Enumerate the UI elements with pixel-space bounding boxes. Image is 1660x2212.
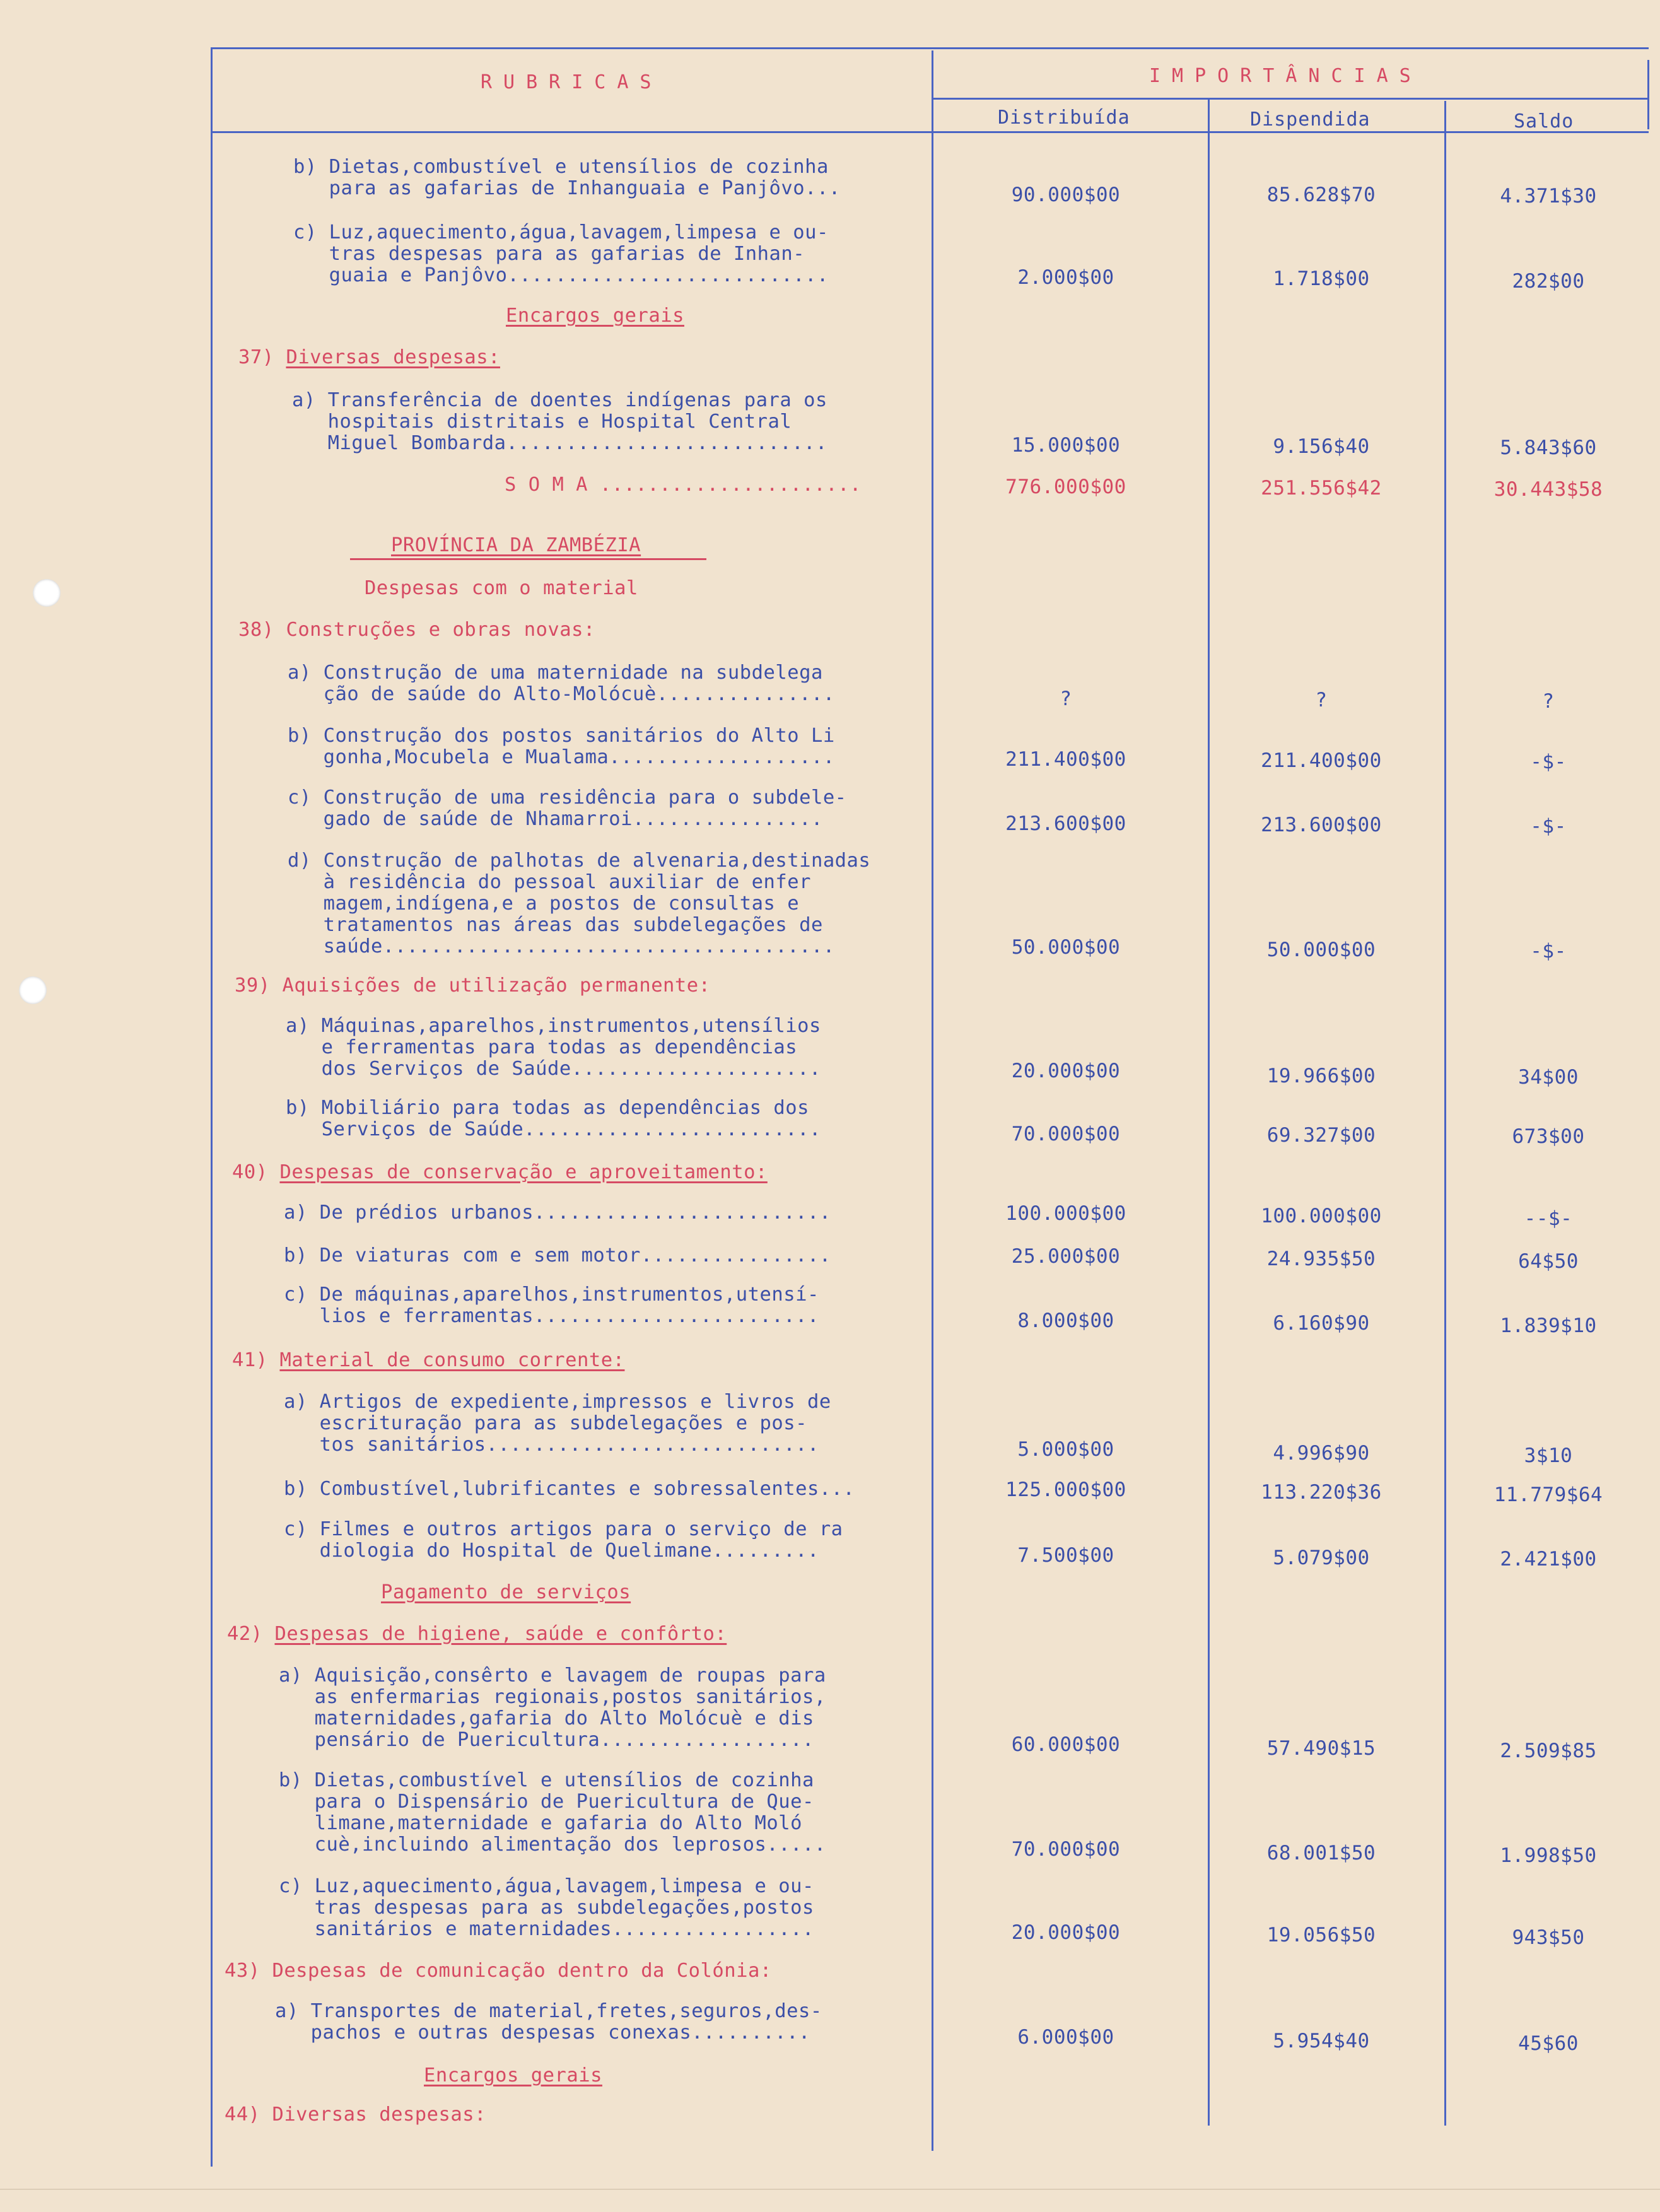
section-title: 43) Despesas de comunicação dentro da Colónia: <box>225 1960 772 1982</box>
value-distribuida: 213.600$00 <box>1005 812 1126 835</box>
value-saldo: 3$10 <box>1524 1444 1573 1467</box>
row-description: c) De máquinas,aparelhos,instrumentos,utensí- lios e ferramentas........................ <box>284 1284 819 1327</box>
value-saldo: 673$00 <box>1512 1125 1585 1148</box>
row-description: b) Mobiliário para todas as dependências dos Serviços de Saúde......................... <box>286 1097 821 1140</box>
value-saldo: 943$50 <box>1512 1926 1585 1949</box>
row-description: a) Aquisição,consêrto e lavagem de roupas para as enfermarias regionais,postos sanitários, maternidades,gafaria do Alto Molócuè e dis pensário de Puericultura.................. <box>279 1665 826 1751</box>
value-saldo: -$- <box>1530 815 1567 838</box>
value-distribuida: 125.000$00 <box>1005 1478 1126 1501</box>
value-distribuida: 60.000$00 <box>1011 1733 1121 1756</box>
value-saldo: 282$00 <box>1512 270 1585 293</box>
row-description: a) Máquinas,aparelhos,instrumentos,utensílios e ferramentas para todas as dependências dos Serviços de Saúde..................... <box>286 1015 821 1080</box>
section-title: 40) Despesas de conservação e aproveitamento: <box>232 1161 768 1183</box>
subheading: Despesas com o material <box>365 577 638 599</box>
value-distribuida: 100.000$00 <box>1005 1202 1126 1225</box>
row-description: c) Luz,aquecimento,água,lavagem,limpesa e ou- tras despesas para as gafarias de Inhan- guaia e Panjôvo........................... <box>293 221 829 286</box>
value-saldo: 2.509$85 <box>1500 1740 1597 1762</box>
value-distribuida: ? <box>1060 688 1072 710</box>
header-rubricas: RUBRICAS <box>481 71 663 93</box>
section-heading: Pagamento de serviços <box>381 1581 631 1603</box>
row-description: a) Artigos de expediente,impressos e livros de escrituração para as subdelegações e pos- tos sanitários............................ <box>284 1391 831 1456</box>
value-saldo: 1.839$10 <box>1500 1314 1597 1337</box>
row-description: a) De prédios urbanos......................... <box>284 1202 831 1224</box>
value-dispendida: 69.327$00 <box>1266 1124 1376 1147</box>
value-distribuida: 211.400$00 <box>1005 748 1126 771</box>
row-description: a) Construção de uma maternidade na subdelega ção de saúde do Alto-Molócuè............... <box>288 662 835 705</box>
section-heading: Encargos gerais <box>424 2064 602 2086</box>
row-description: b) Combustível,lubrificantes e sobressalentes... <box>284 1478 855 1500</box>
row-description: b) Dietas,combustível e utensílios de cozinha para as gafarias de Inhanguaia e Panjôvo... <box>293 156 841 199</box>
value-dispendida: 57.490$15 <box>1266 1737 1376 1760</box>
value-dispendida: 113.220$36 <box>1261 1481 1382 1504</box>
punch-hole <box>33 579 61 607</box>
value-dispendida: 211.400$00 <box>1261 749 1382 772</box>
value-saldo: 45$60 <box>1518 2032 1579 2055</box>
value-saldo: --$- <box>1524 1207 1573 1230</box>
header-dispendida: Dispendida <box>1250 108 1371 131</box>
header-bottom-border <box>211 131 1649 133</box>
province-underline <box>350 558 706 560</box>
section-heading: Encargos gerais <box>506 305 684 327</box>
value-distribuida: 15.000$00 <box>1011 434 1121 457</box>
row-description: a) Transferência de doentes indígenas para os hospitais distritais e Hospital Central Miguel Bombarda........................... <box>292 389 827 454</box>
section-title: 37) Diversas despesas: <box>238 346 500 368</box>
value-saldo: ? <box>1542 690 1555 713</box>
row-description: b) Dietas,combustível e utensílios de cozinha para o Dispensário de Puericultura de Que- limane,maternidade e gafaria do Alto Moló cuè,incluindo alimentação dos leprosos..... <box>279 1769 826 1856</box>
value-dispendida: 5.079$00 <box>1273 1547 1370 1569</box>
value-distribuida: 7.500$00 <box>1017 1544 1114 1567</box>
value-distribuida: 25.000$00 <box>1011 1245 1121 1268</box>
value-saldo: 1.998$50 <box>1500 1844 1597 1867</box>
column-divider-distribuida <box>1208 98 1210 2126</box>
value-saldo: 4.371$30 <box>1500 185 1597 208</box>
column-divider-dispendida <box>1444 101 1446 2126</box>
header-importancias: IMPORTÂNCIAS <box>1149 65 1422 87</box>
row-description: c) Luz,aquecimento,água,lavagem,limpesa e ou- tras despesas para as subdelegações,postos sanitários e maternidades................. <box>279 1875 814 1940</box>
value-dispendida: 4.996$90 <box>1273 1442 1370 1465</box>
value-dispendida: 19.056$50 <box>1266 1924 1376 1946</box>
value-dispendida: 5.954$40 <box>1273 2030 1370 2052</box>
value-distribuida: 20.000$00 <box>1011 1921 1121 1944</box>
value-saldo: 64$50 <box>1518 1250 1579 1273</box>
value-dispendida: 24.935$50 <box>1266 1248 1376 1270</box>
value-distribuida: 8.000$00 <box>1017 1309 1114 1332</box>
section-title: 42) Despesas de higiene, saúde e confôrto: <box>227 1623 727 1645</box>
value-saldo: 5.843$60 <box>1500 436 1597 459</box>
section-title: 41) Material de consumo corrente: <box>232 1349 625 1371</box>
total-saldo: 30.443$58 <box>1493 478 1603 501</box>
section-title: 38) Construções e obras novas: <box>238 619 595 641</box>
paper-fold <box>0 2189 1660 2190</box>
section-title: 39) Aquisições de utilização permanente: <box>235 974 711 997</box>
row-description: d) Construção de palhotas de alvenaria,destinadas à residência do pessoal auxiliar de enfer magem,indígena,e a postos de consultas e tratamentos nas áreas das subdelegações de saúde...................................... <box>288 850 871 957</box>
value-dispendida: 50.000$00 <box>1266 939 1376 961</box>
total-label: S O M A ...................... <box>505 474 862 496</box>
value-distribuida: 70.000$00 <box>1011 1838 1121 1861</box>
value-distribuida: 2.000$00 <box>1017 266 1114 289</box>
value-distribuida: 90.000$00 <box>1011 184 1121 206</box>
value-saldo: 11.779$64 <box>1493 1483 1603 1506</box>
value-distribuida: 20.000$00 <box>1011 1060 1121 1082</box>
value-dispendida: 9.156$40 <box>1273 435 1370 458</box>
header-saldo: Saldo <box>1514 110 1574 132</box>
punch-hole <box>19 976 47 1004</box>
header-distribuida: Distribuída <box>998 107 1130 129</box>
value-dispendida: 6.160$90 <box>1273 1312 1370 1335</box>
value-dispendida: 68.001$50 <box>1266 1842 1376 1864</box>
table-left-border <box>211 47 213 2167</box>
value-distribuida: 70.000$00 <box>1011 1123 1121 1145</box>
value-dispendida: 1.718$00 <box>1273 267 1370 290</box>
column-divider-rubricas <box>932 50 933 2151</box>
row-description: a) Transportes de material,fretes,seguros,des- pachos e outras despesas conexas.......... <box>275 2000 822 2044</box>
row-description: c) Filmes e outros artigos para o serviço de ra diologia do Hospital de Quelimane......... <box>284 1518 843 1562</box>
total-distribuida: 776.000$00 <box>1005 476 1126 498</box>
value-distribuida: 50.000$00 <box>1011 936 1121 959</box>
value-saldo: 34$00 <box>1518 1066 1579 1089</box>
value-distribuida: 6.000$00 <box>1017 2026 1114 2049</box>
value-dispendida: 100.000$00 <box>1261 1205 1382 1227</box>
header-sub-divider <box>932 98 1649 100</box>
value-dispendida: 19.966$00 <box>1266 1065 1376 1087</box>
value-dispendida: ? <box>1315 689 1328 711</box>
table-right-border <box>1647 60 1649 129</box>
value-distribuida: 5.000$00 <box>1017 1438 1114 1461</box>
table-top-border <box>211 47 1649 49</box>
row-description: b) De viaturas com e sem motor................ <box>284 1244 831 1267</box>
value-saldo: -$- <box>1530 751 1567 773</box>
row-description: c) Construção de uma residência para o subdele- gado de saúde de Nhamarroi................ <box>288 787 847 830</box>
value-dispendida: 213.600$00 <box>1261 814 1382 836</box>
province-title: PROVÍNCIA DA ZAMBÉZIA <box>391 534 641 556</box>
value-saldo: 2.421$00 <box>1500 1548 1597 1571</box>
total-dispendida: 251.556$42 <box>1261 477 1382 500</box>
row-description: b) Construção dos postos sanitários do Alto Li gonha,Mocubela e Mualama................... <box>288 725 835 768</box>
section-title: 44) Diversas despesas: <box>225 2104 486 2126</box>
value-dispendida: 85.628$70 <box>1266 184 1376 206</box>
value-saldo: -$- <box>1530 940 1567 963</box>
